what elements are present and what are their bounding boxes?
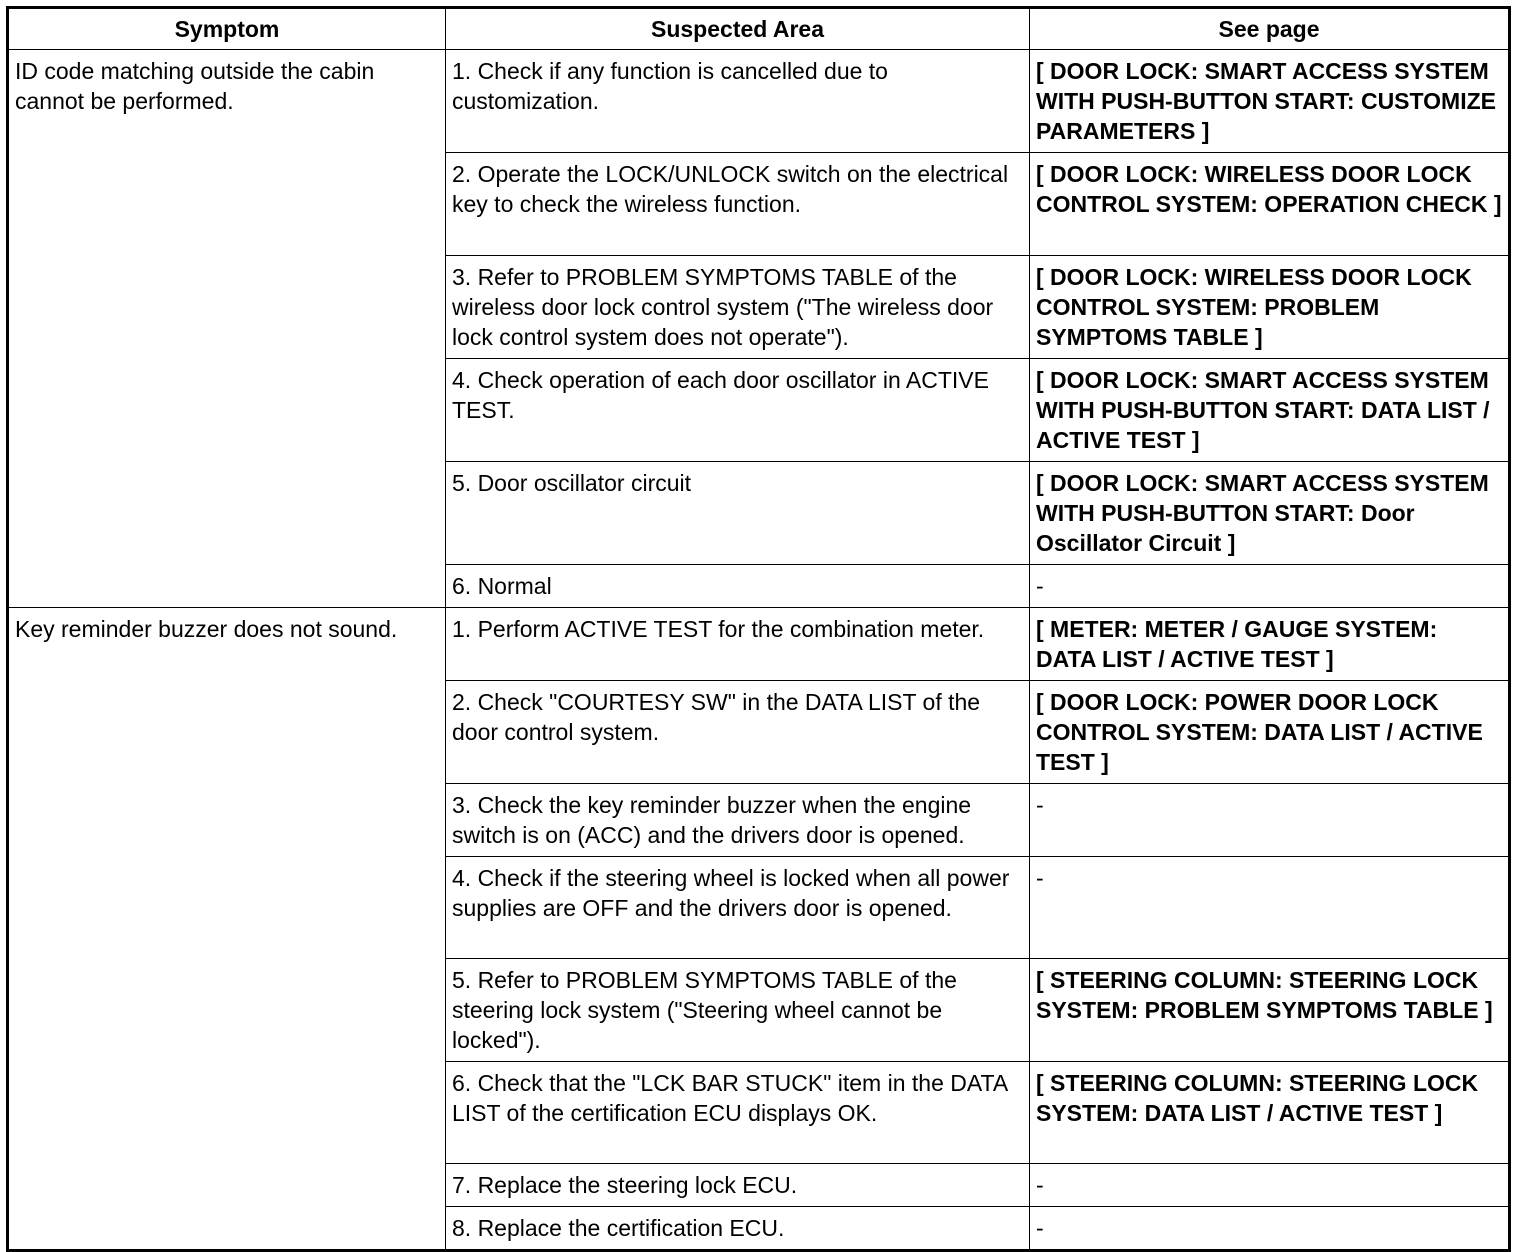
problem-symptoms-table: [6, 6, 1511, 1252]
suspected-area-cell: 5. Refer to PROBLEM SYMPTOMS TABLE of the steering lock system ("Steering wheel cannot be locked").: [446, 959, 1030, 1062]
see-page-link[interactable]: [ DOOR LOCK: SMART ACCESS SYSTEM WITH PUSH-BUTTON START: Door Oscillator Circuit ]: [1030, 462, 1510, 565]
see-page-link[interactable]: [ METER: METER / GAUGE SYSTEM: DATA LIST / ACTIVE TEST ]: [1030, 608, 1510, 681]
suspected-area-cell: 1. Perform ACTIVE TEST for the combination meter.: [446, 608, 1030, 681]
suspected-area-cell: 6. Check that the "LCK BAR STUCK" item in the DATA LIST of the certification ECU displays OK.: [446, 1062, 1030, 1164]
suspected-area-cell: 3. Refer to PROBLEM SYMPTOMS TABLE of the wireless door lock control system ("The wireless door lock control system does not operate").: [446, 256, 1030, 359]
header-symptom: Symptom: [8, 8, 446, 50]
see-page-cell: -: [1030, 1207, 1510, 1251]
suspected-area-cell: 6. Normal: [446, 565, 1030, 608]
see-page-link[interactable]: [ DOOR LOCK: POWER DOOR LOCK CONTROL SYSTEM: DATA LIST / ACTIVE TEST ]: [1030, 681, 1510, 784]
see-page-link[interactable]: [ STEERING COLUMN: STEERING LOCK SYSTEM: PROBLEM SYMPTOMS TABLE ]: [1030, 959, 1510, 1062]
header-see-page: See page: [1030, 8, 1510, 50]
suspected-area-cell: 7. Replace the steering lock ECU.: [446, 1164, 1030, 1207]
header-suspected-area: Suspected Area: [446, 8, 1030, 50]
header-row: [8, 8, 1510, 50]
see-page-link[interactable]: [ STEERING COLUMN: STEERING LOCK SYSTEM: DATA LIST / ACTIVE TEST ]: [1030, 1062, 1510, 1164]
see-page-cell: -: [1030, 565, 1510, 608]
symptom-cell: ID code matching outside the cabin cannot be performed.: [8, 50, 446, 608]
see-page-cell: -: [1030, 857, 1510, 959]
suspected-area-cell: 4. Check if the steering wheel is locked when all power supplies are OFF and the drivers door is opened.: [446, 857, 1030, 959]
see-page-link[interactable]: [ DOOR LOCK: WIRELESS DOOR LOCK CONTROL SYSTEM: OPERATION CHECK ]: [1030, 153, 1510, 256]
see-page-link[interactable]: [ DOOR LOCK: SMART ACCESS SYSTEM WITH PUSH-BUTTON START: DATA LIST / ACTIVE TEST ]: [1030, 359, 1510, 462]
see-page-cell: -: [1030, 784, 1510, 857]
suspected-area-cell: 3. Check the key reminder buzzer when the engine switch is on (ACC) and the drivers door is opened.: [446, 784, 1030, 857]
suspected-area-cell: 4. Check operation of each door oscillator in ACTIVE TEST.: [446, 359, 1030, 462]
suspected-area-cell: 2. Operate the LOCK/UNLOCK switch on the electrical key to check the wireless function.: [446, 153, 1030, 256]
symptom-cell: Key reminder buzzer does not sound.: [8, 608, 446, 1251]
suspected-area-cell: 5. Door oscillator circuit: [446, 462, 1030, 565]
suspected-area-cell: 1. Check if any function is cancelled due to customization.: [446, 50, 1030, 153]
suspected-area-cell: 8. Replace the certification ECU.: [446, 1207, 1030, 1251]
see-page-link[interactable]: [ DOOR LOCK: WIRELESS DOOR LOCK CONTROL SYSTEM: PROBLEM SYMPTOMS TABLE ]: [1030, 256, 1510, 359]
see-page-cell: -: [1030, 1164, 1510, 1207]
see-page-link[interactable]: [ DOOR LOCK: SMART ACCESS SYSTEM WITH PUSH-BUTTON START: CUSTOMIZE PARAMETERS ]: [1030, 50, 1510, 153]
table-row: [8, 50, 1510, 153]
suspected-area-cell: 2. Check "COURTESY SW" in the DATA LIST of the door control system.: [446, 681, 1030, 784]
table-row: [8, 608, 1510, 681]
